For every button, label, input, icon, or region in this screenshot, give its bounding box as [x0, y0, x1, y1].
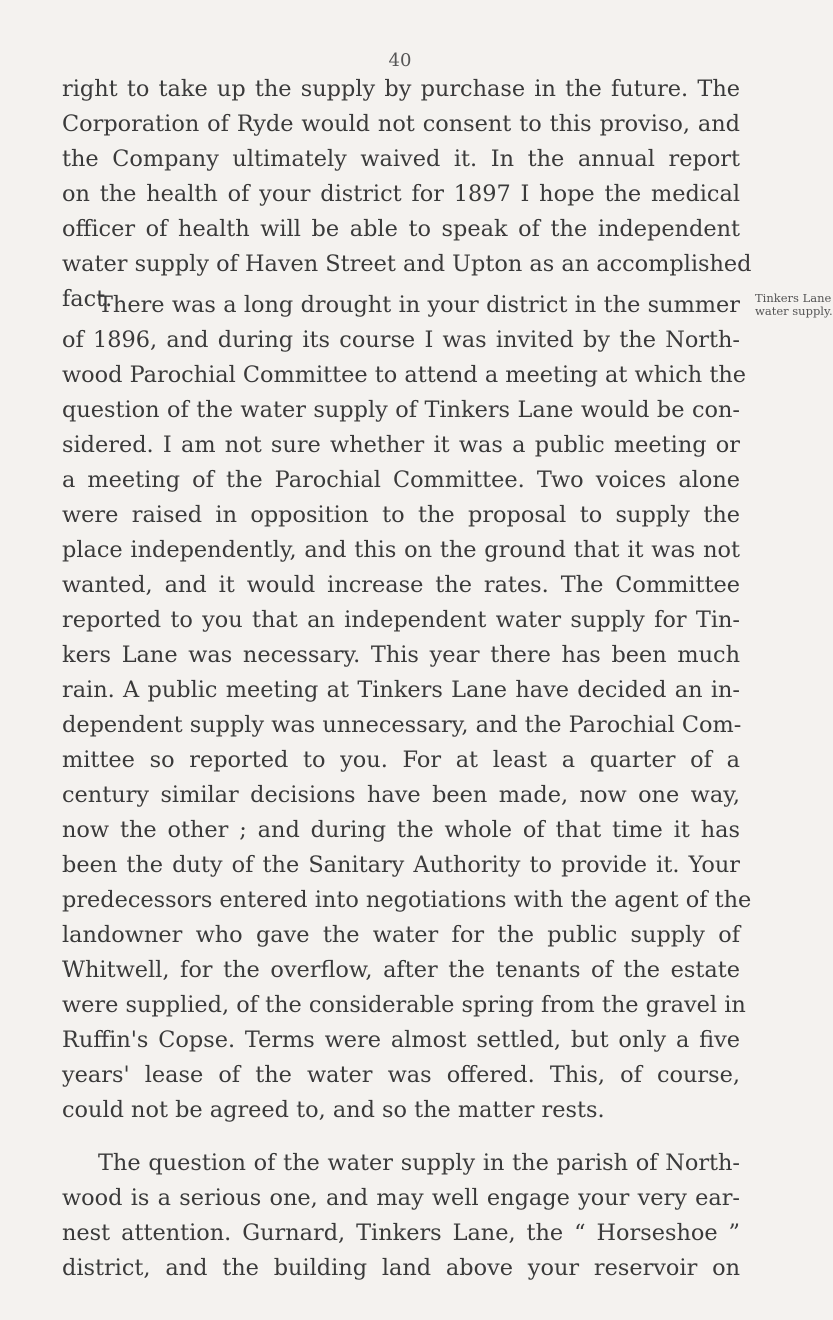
- text-line: reported to you that an independent water supply for Tin-: [62, 607, 740, 633]
- margin-note: [755, 291, 833, 318]
- text-line: years' lease of the water was offered. This, of course,: [62, 1062, 740, 1088]
- text-line: now the other ; and during the whole of that time it has: [62, 817, 740, 843]
- text-line: of 1896, and during its course I was invited by the North-: [62, 327, 740, 353]
- text-line: nest attention. Gurnard, Tinkers Lane, the “ Horseshoe ”: [62, 1220, 740, 1246]
- text-line: There was a long drought in your district in the summer: [98, 292, 740, 318]
- text-line: The question of the water supply in the parish of North-: [98, 1150, 740, 1176]
- text-line: landowner who gave the water for the public supply of: [62, 922, 740, 948]
- text-line: been the duty of the Sanitary Authority to provide it. Your: [62, 852, 740, 878]
- text-line: century similar decisions have been made, now one way,: [62, 782, 740, 808]
- text-line: water supply of Haven Street and Upton as an accomplished: [62, 251, 752, 277]
- text-line: on the health of your district for 1897 I hope the medical: [62, 181, 740, 207]
- page-number: 40: [388, 50, 412, 71]
- text-line: wanted, and it would increase the rates. The Committee: [62, 572, 740, 598]
- text-line: mittee so reported to you. For at least a quarter of a: [62, 747, 740, 773]
- text-line: Whitwell, for the overflow, after the tenants of the estate: [62, 957, 740, 983]
- text-line: Ruffin's Copse. Terms were almost settled, but only a five: [62, 1027, 740, 1053]
- text-line: officer of health will be able to speak of the independent: [62, 216, 740, 242]
- margin-note-line: Tinkers Lane: [755, 291, 832, 305]
- text-line: were supplied, of the considerable spring from the gravel in: [62, 992, 746, 1018]
- text-line: wood is a serious one, and may well engage your very ear-: [62, 1185, 740, 1211]
- text-line: predecessors entered into negotiations with the agent of the: [62, 887, 752, 913]
- text-line: the Company ultimately waived it. In the annual report: [62, 146, 740, 172]
- text-line: question of the water supply of Tinkers Lane would be con-: [62, 397, 740, 423]
- text-line: dependent supply was unnecessary, and the Parochial Com-: [62, 712, 742, 738]
- margin-note-line: water supply.: [755, 304, 833, 318]
- text-line: Corporation of Ryde would not consent to this proviso, and: [62, 111, 740, 137]
- text-line: place independently, and this on the ground that it was not: [62, 537, 740, 563]
- text-line: were raised in opposition to the proposal to supply the: [62, 502, 740, 528]
- text-line: fact.: [62, 286, 113, 312]
- text-line: a meeting of the Parochial Committee. Two voices alone: [62, 467, 740, 493]
- text-line: wood Parochial Committee to attend a meeting at which the: [62, 362, 747, 388]
- text-line: could not be agreed to, and so the matter rests.: [62, 1097, 605, 1123]
- text-line: sidered. I am not sure whether it was a public meeting or: [62, 432, 740, 458]
- text-line: kers Lane was necessary. This year there has been much: [62, 642, 740, 668]
- text-line: rain. A public meeting at Tinkers Lane have decided an in-: [62, 677, 740, 703]
- text-line: right to take up the supply by purchase in the future. The: [62, 76, 740, 102]
- text-line: district, and the building land above your reservoir on: [62, 1255, 740, 1281]
